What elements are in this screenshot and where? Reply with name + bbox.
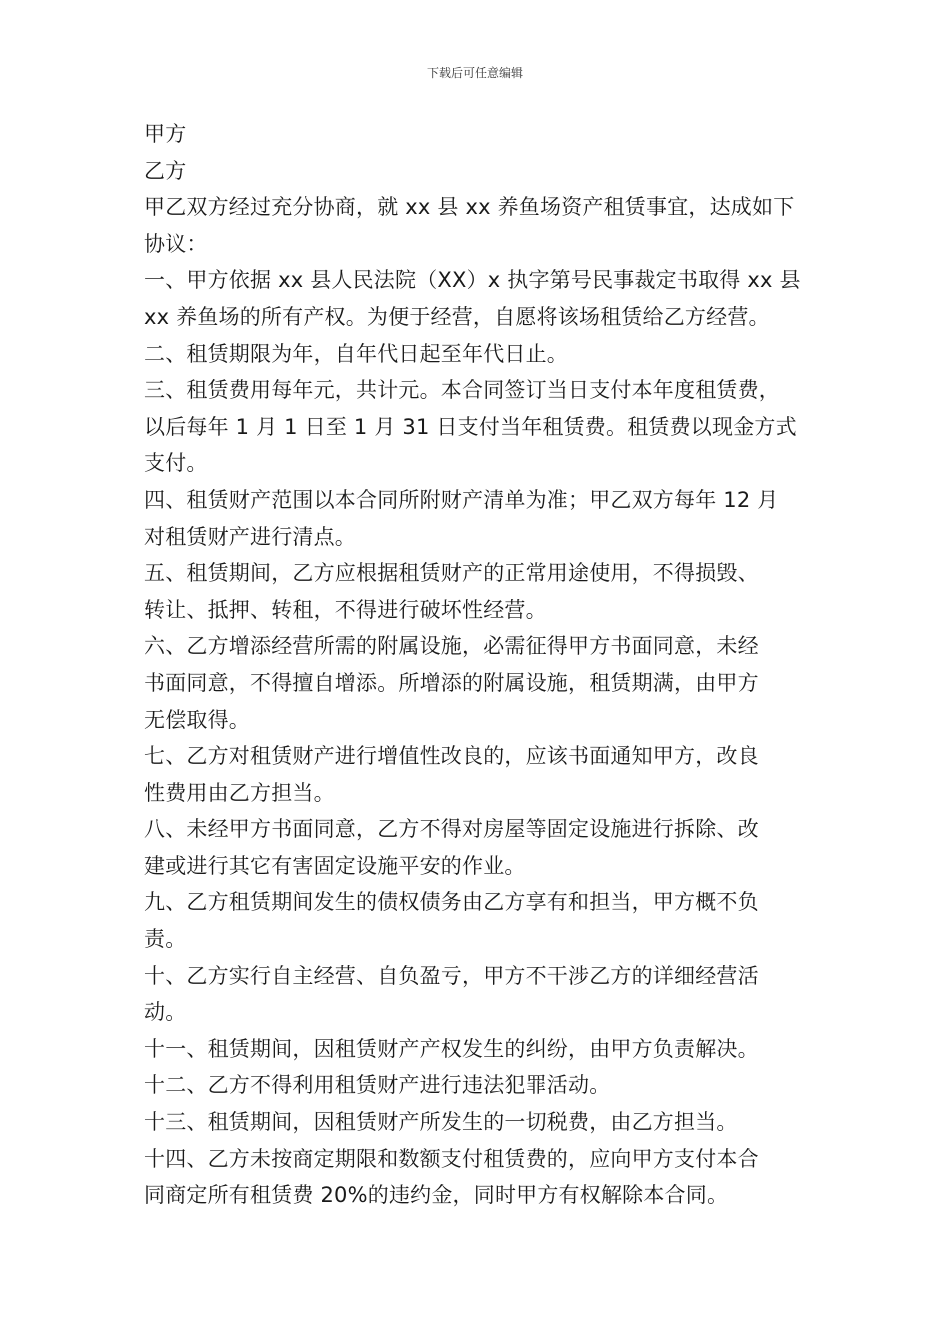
clause-8: 八、未经甲方书面同意，乙方不得对房屋等固定设施进行拆除、改 建或进行其它有害固定设施平安的作业。: [144, 817, 759, 878]
clause-5: 五、租赁期间，乙方应根据租赁财产的正常用途使用，不得损毁、 转让、抵押、转租，不得进行破坏性经营。: [144, 561, 759, 622]
clause-7: 七、乙方对租赁财产进行增值性改良的，应该书面通知甲方，改良 性费用由乙方担当。: [144, 744, 759, 805]
clause-14: 十四、乙方未按商定期限和数额支付租赁费的，应向甲方支付本合 同商定所有租赁费 20%的违约金，同时甲方有权解除本合同。: [144, 1146, 759, 1208]
clause-9: 九、乙方租赁期间发生的债权债务由乙方享有和担当，甲方概不负 责。: [144, 890, 759, 952]
clause-6: 六、乙方增添经营所需的附属设施，必需征得甲方书面同意，未经 书面同意，不得擅自增添。所增添的附属设施，租赁期满，由甲方 无偿取得。: [144, 634, 759, 732]
agreement-intro: 甲乙双方经过充分协商，就 xx 县 xx 养鱼场资产租赁事宜，达成如下 协议：: [144, 195, 795, 256]
clause-3: 三、租赁费用每年元，共计元。本合同签订当日支付本年度租赁费， 以后每年 1 月 1 日至 1 月 31 日支付当年租赁费。租赁费以现金方式 支付。: [144, 378, 797, 476]
clause-11: 十一、租赁期间，因租赁财产产权发生的纠纷，由甲方负责解决。: [144, 1036, 759, 1061]
clause-1: 一、甲方依据 xx 县人民法院（XX）x 执字第号民事裁定书取得 xx 县 xx 养鱼场的所有产权。为便于经营，自愿将该场租赁给乙方经营。: [144, 268, 801, 329]
page-header-note: 下载后可任意编辑: [426, 66, 523, 80]
clause-13: 十三、租赁期间，因租赁财产所发生的一切税费，由乙方担当。: [144, 1110, 738, 1135]
party-b-label: 乙方: [144, 158, 187, 183]
clause-2: 二、租赁期限为年，自年代日起至年代日止。: [144, 341, 568, 366]
document-body: [144, 116, 814, 1214]
clause-4: 四、租赁财产范围以本合同所附财产清单为准；甲乙双方每年 12 月 对租赁财产进行清点。: [144, 487, 779, 549]
clause-10: 十、乙方实行自主经营、自负盈亏，甲方不干涉乙方的详细经营活 动。: [144, 963, 759, 1025]
party-a-label: 甲方: [144, 122, 187, 146]
clause-12: 十二、乙方不得利用租赁财产进行违法犯罪活动。: [144, 1073, 611, 1098]
